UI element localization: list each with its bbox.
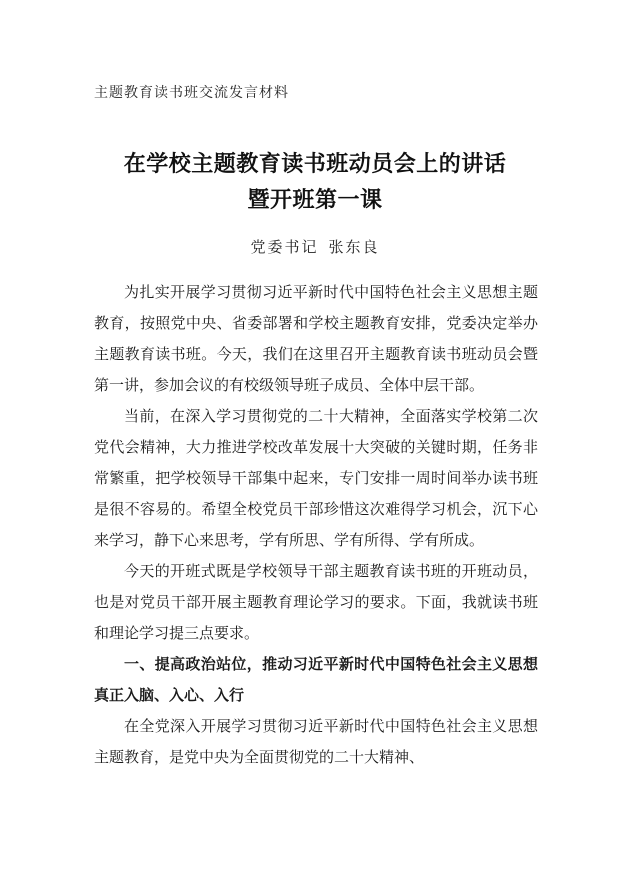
author-line bbox=[0, 236, 630, 257]
paragraph-overview: 今天的开班式既是学校领导干部主题教育读书班的开班动员，也是对党员干部开展主题教育理论学习的要求。下面，我就读书班和理论学习提三点要求。 bbox=[94, 562, 538, 642]
speech-title bbox=[0, 146, 630, 218]
paragraph-context: 当前，在深入学习贯彻党的二十大精神，全面落实学校第二次党代会精神，大力推进学校改革发展十大突破的关键时期，任务非常繁重，把学校领导干部集中起来，专门安排一周时间举办读书班是很不容易的。希望全校党员干部珍惜这次难得学习机会，沉下心来学习，静下心来思考，学有所思、学有所得、学有所成。 bbox=[94, 407, 538, 549]
author-position: 党委书记 bbox=[250, 238, 319, 256]
document-category-header: 主题教育读书班交流发言材料 bbox=[94, 85, 289, 101]
title-line-2: 暨开班第一课 bbox=[247, 187, 383, 213]
paragraph-section-1: 在全党深入开展学习贯彻习近平新时代中国特色社会主义思想主题教育，是党中央为全面贯彻党的二十大精神、 bbox=[94, 717, 538, 766]
paragraph-intro: 为扎实开展学习贯彻习近平新时代中国特色社会主义思想主题教育，按照党中央、省委部署和学校主题教育安排，党委决定举办主题教育读书班。今天，我们在这里召开主题教育读书班动员会暨第一讲，参加会议的有校级领导班子成员、全体中层干部。 bbox=[94, 283, 538, 394]
title-line-1: 在学校主题教育读书班动员会上的讲话 bbox=[123, 151, 507, 177]
author-name: 张东良 bbox=[328, 238, 380, 256]
speech-body bbox=[94, 277, 538, 773]
section-heading-1: 一、提高政治站位，推动习近平新时代中国特色社会主义思想真正入脑、入心、入行 bbox=[94, 655, 538, 704]
